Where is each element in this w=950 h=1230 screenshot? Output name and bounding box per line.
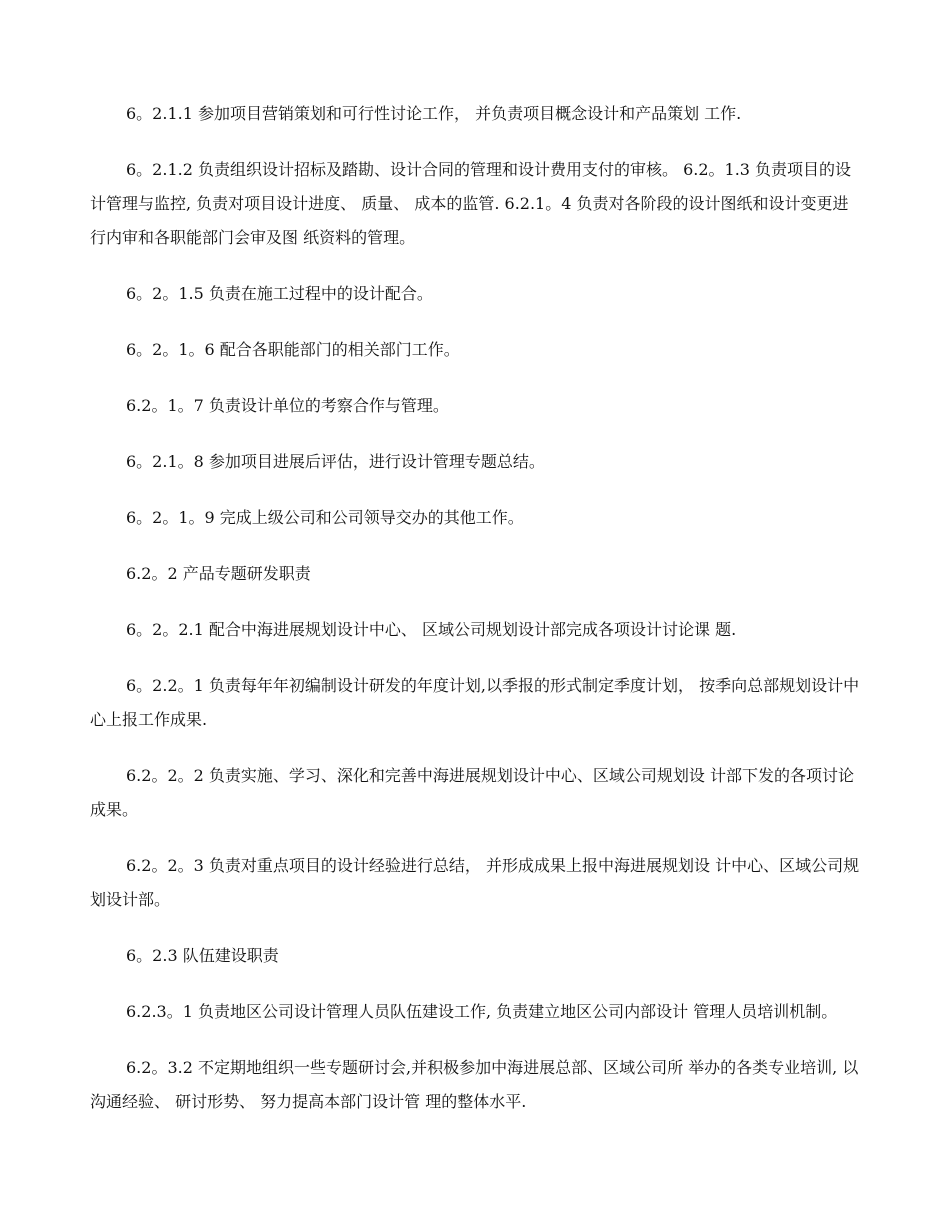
paragraph-6-2-1-7: 6.2。1。7 负责设计单位的考察合作与管理。 bbox=[126, 396, 449, 415]
section-heading-6-2-3: 6。2.3 队伍建设职责 bbox=[126, 946, 279, 965]
paragraph-6-2-1-8: 6。2.1。8 参加项目进展后评估，进行设计管理专题总结。 bbox=[126, 452, 545, 471]
section-heading-6-2-2: 6.2。2 产品专题研发职责 bbox=[126, 564, 311, 583]
paragraph-6-2-1-9: 6。2。1。9 完成上级公司和公司领导交办的其他工作。 bbox=[126, 508, 524, 527]
paragraph-6-2-3-1: 6.2.3。1 负责地区公司设计管理人员队伍建设工作, 负责建立地区公司内部设计 管理人员培训机制。 bbox=[126, 1002, 838, 1021]
paragraph-6-2-2-1-b: 6。2.2。1 负责每年年初编制设计研发的年度计划,以季报的形式制定季度计划， 按季向总部规划设计中心上报工作成果. bbox=[90, 676, 860, 729]
paragraph-6-2-1-1: 6。2.1.1 参加项目营销策划和可行性讨论工作， 并负责项目概念设计和产品策划 工作. bbox=[126, 104, 742, 123]
paragraph-6-2-2-2: 6.2。2。2 负责实施、学习、深化和完善中海进展规划设计中心、区域公司规划设 计部下发的各项讨论成果。 bbox=[90, 766, 854, 819]
document-body bbox=[90, 97, 860, 1141]
paragraph-6-2-1-2: 6。2.1.2 负责组织设计招标及踏勘、设计合同的管理和设计费用支付的审核。 6.2。1.3 负责项目的设计管理与监控, 负责对项目设计进度、 质量、 成本的监管. 6.2.1。4 负责对各阶段的设计图纸和设计变更进行内审和各职能部门会审及图 纸资料的管理。 bbox=[90, 160, 852, 247]
paragraph-6-2-1-5: 6。2。1.5 负责在施工过程中的设计配合。 bbox=[126, 284, 433, 303]
paragraph-6-2-2-1-a: 6。2。2.1 配合中海进展规划设计中心、 区域公司规划设计部完成各项设计讨论课 题. bbox=[126, 620, 737, 639]
paragraph-6-2-1-6: 6。2。1。6 配合各职能部门的相关部门工作。 bbox=[126, 340, 460, 359]
paragraph-6-2-2-3: 6.2。2。3 负责对重点项目的设计经验进行总结， 并形成成果上报中海进展规划设 计中心、区域公司规划设计部。 bbox=[90, 856, 860, 909]
paragraph-6-2-3-2: 6.2。3.2 不定期地组织一些专题研讨会,并积极参加中海进展总部、区域公司所 举办的各类专业培训, 以沟通经验、 研讨形势、 努力提高本部门设计管 理的整体水平. bbox=[90, 1058, 859, 1111]
